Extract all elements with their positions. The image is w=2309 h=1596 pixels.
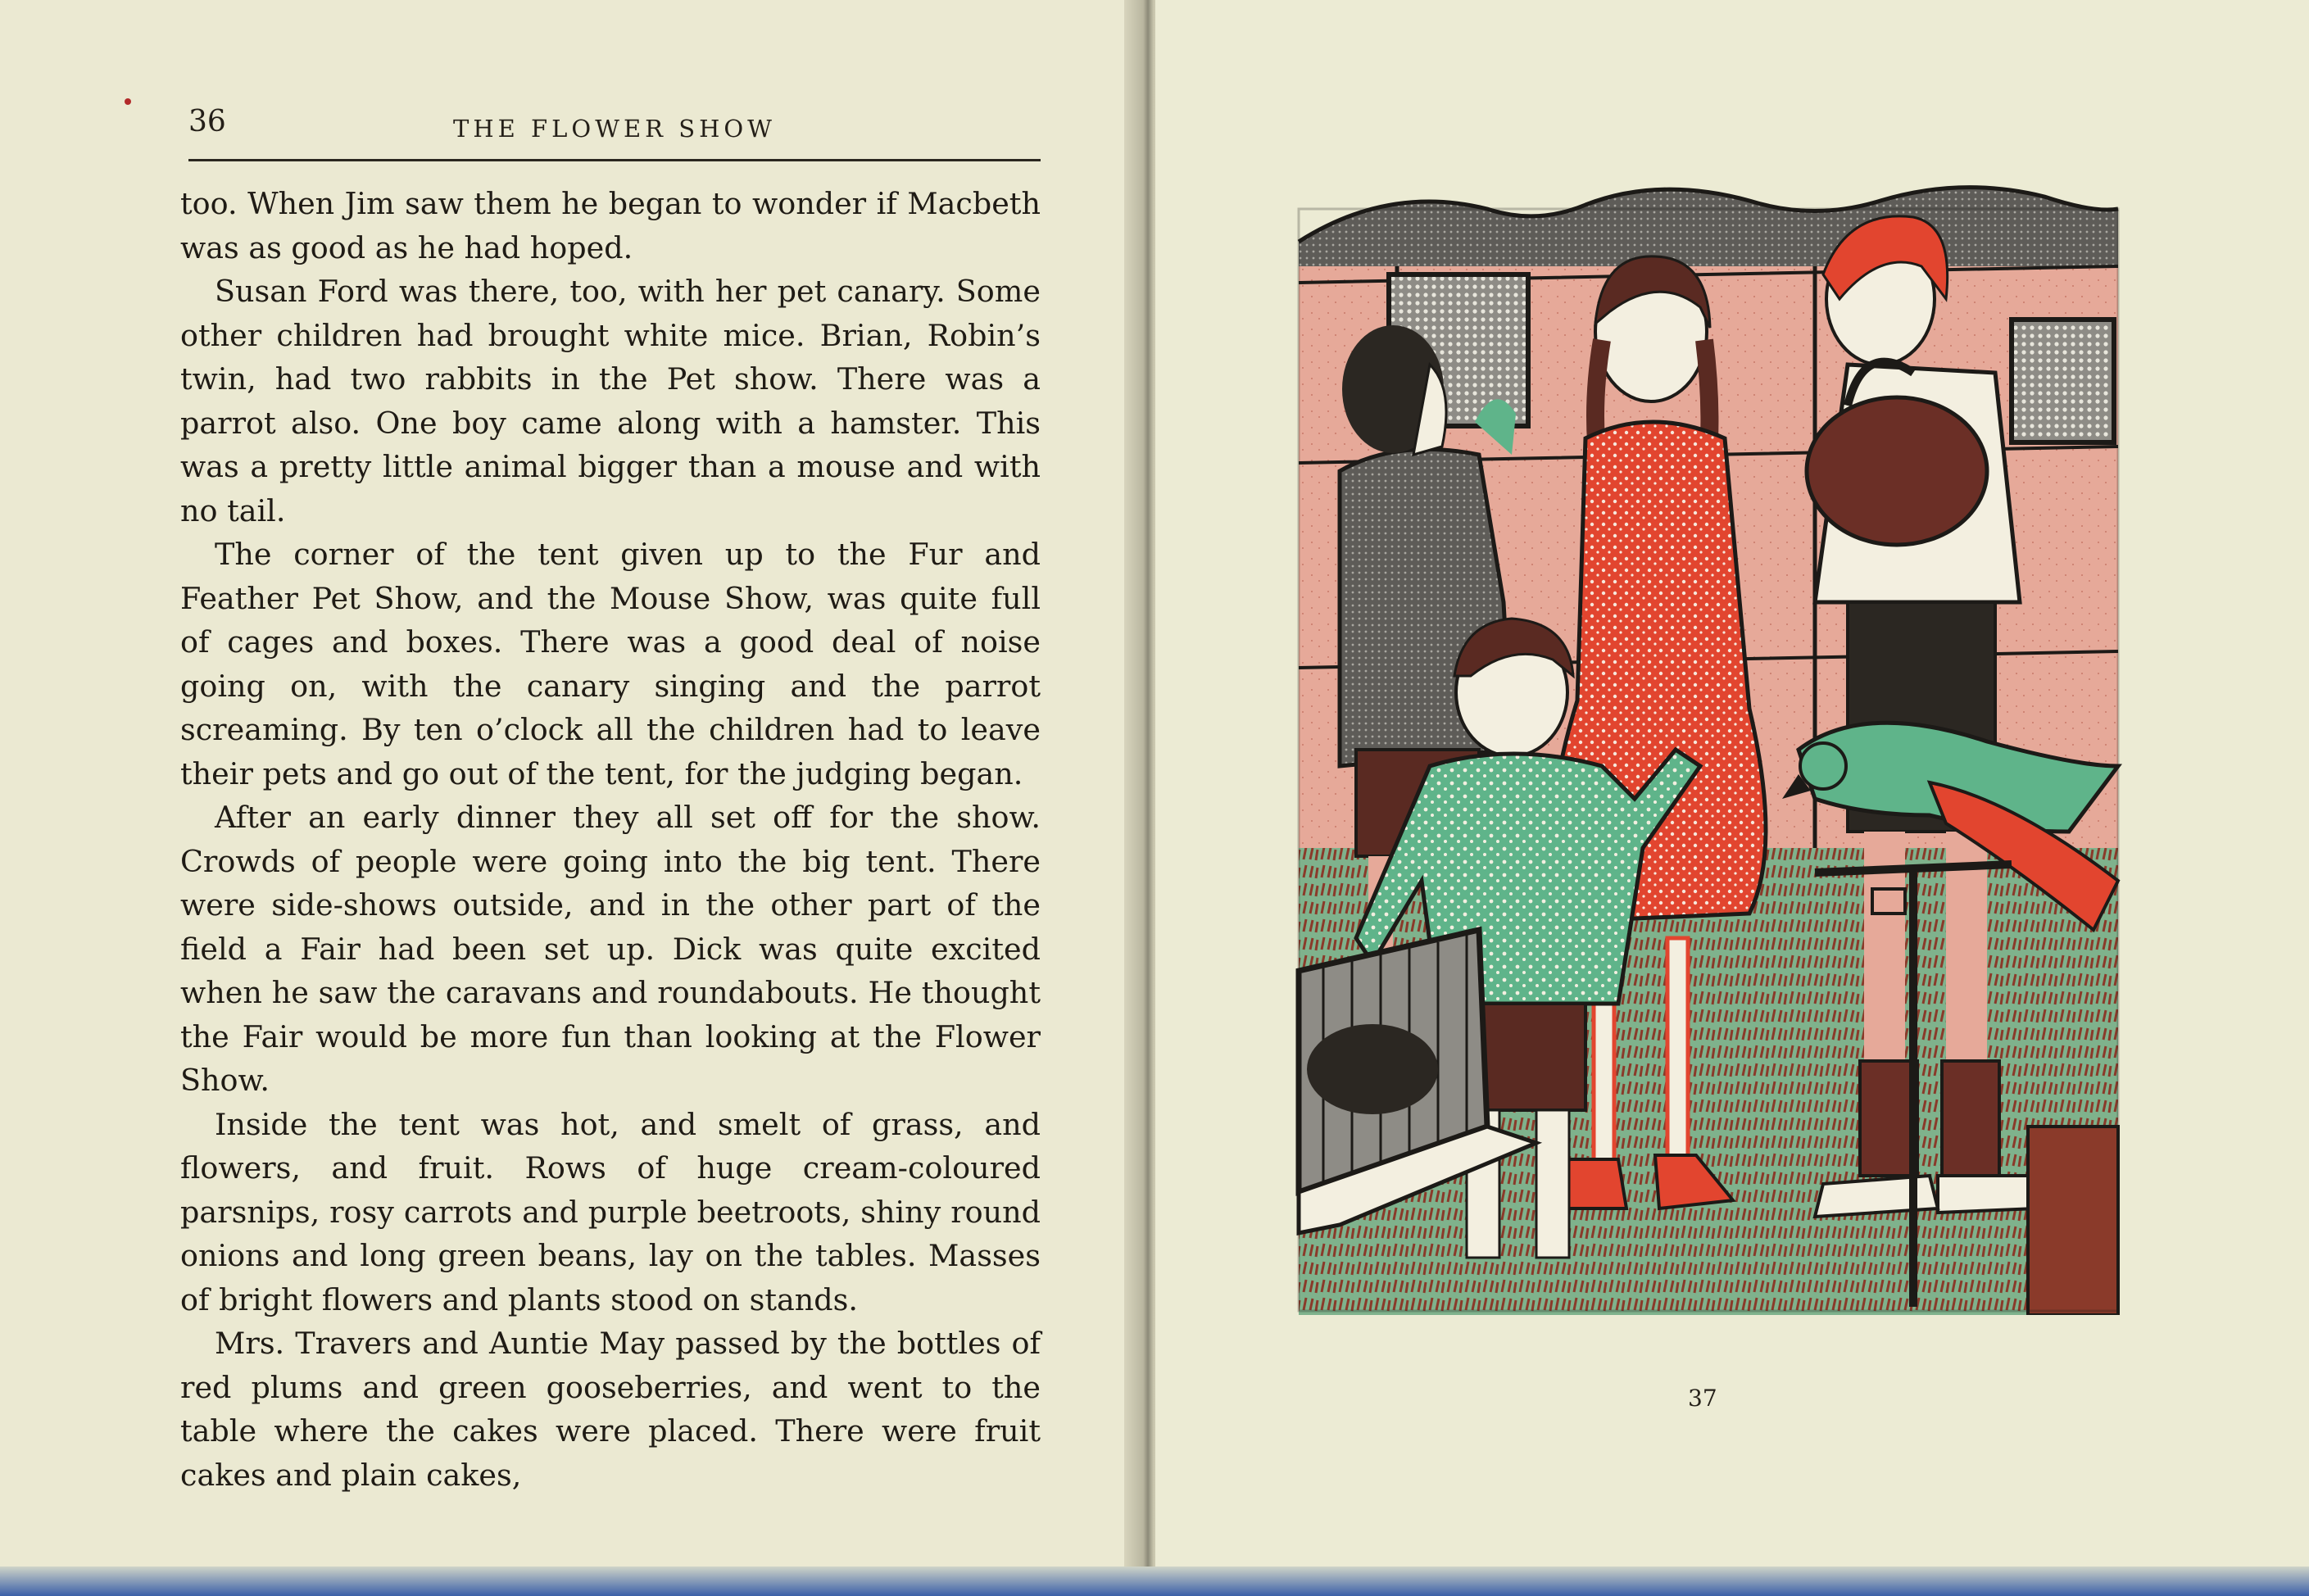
left-page: [0, 0, 1147, 1596]
paragraph-5: Inside the tent was hot, and smelt of grass, and flowers, and fruit. Rows of huge cream-coloured parsnips, rosy carrots and purple beetroots, shiny round onions and long green beans, lay on the tables. Masses of bright flowers and plants stood on stands.: [180, 1106, 1041, 1317]
body-text: [180, 182, 1041, 1497]
pet-show-illustration: [1291, 176, 2126, 1315]
paragraph-6: Mrs. Travers and Auntie May passed by the bottles of red plums and green gooseberries, and went to the table where the cakes were placed. There were fruit cakes and plain cakes,: [180, 1326, 1041, 1493]
paragraph-1: too. When Jim saw them he began to wonder if Macbeth was as good as he had hoped.: [180, 186, 1041, 265]
paragraph-4: After an early dinner they all set off for the show. Crowds of people were going into the big tent. There were side-shows outside, and in the other part of the field a Fair had been set up. Dick was quite excited when he saw the caravans and roundabouts. He thought the Fair would be more fun than looking at the Flower Show.: [180, 800, 1041, 1098]
page-header: [188, 105, 1041, 161]
ink-speck: [125, 98, 131, 105]
page-number-right: 37: [1688, 1385, 1717, 1412]
running-head: THE FLOWER SHOW: [453, 115, 776, 143]
paragraph-2: Susan Ford was there, too, with her pet canary. Some other children had brought white mice. Brian, Robin’s twin, had two rabbits in the Pet show. There was a parrot also. One boy came along with a hamster. This was a pretty little animal bigger than a mouse and with no tail.: [180, 274, 1041, 528]
paragraph-3: The corner of the tent given up to the Fur and Feather Pet Show, and the Mouse Show, was quite full of cages and boxes. There was a good deal of noise going on, with the canary singing and the parrot screaming. By ten o’clock all the children had to leave their pets and go out of the tent, for the judging began.: [180, 537, 1041, 791]
page-number-left: 36: [188, 105, 226, 138]
page-bottom-edge: [0, 1567, 2309, 1596]
